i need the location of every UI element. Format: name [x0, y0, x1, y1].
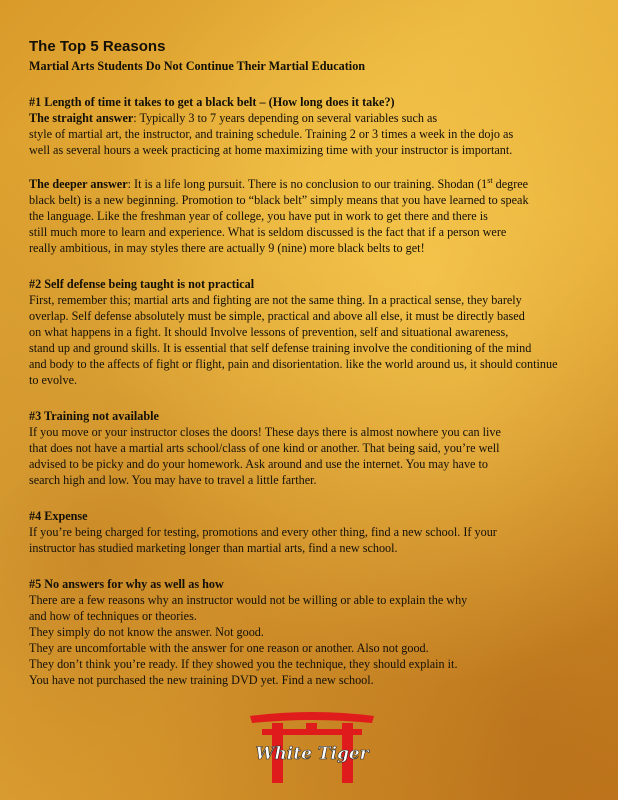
reason-5-line: There are a few reasons why an instructor would not be willing or able to explain the why	[29, 593, 468, 607]
reason-1-deeper-line-3: the language. Like the freshman year of college, you have put in work to get there and there is	[29, 209, 488, 223]
white-tiger-logo	[248, 712, 376, 790]
reason-3-line: that does not have a martial arts school/class of one kind or another. That being said, you’re well	[29, 441, 500, 455]
reason-1-deeper-line-2: black belt) is a new beginning. Promotion to “black belt” simply means that you have learned to speak	[29, 193, 529, 207]
reason-4-line: If you’re being charged for testing, promotions and every other thing, find a new school. If your	[29, 525, 497, 539]
reason-2-line: First, remember this; martial arts and fighting are not the same thing. In a practical sense, they barely	[29, 293, 522, 307]
reason-4-line: instructor has studied marketing longer than martial arts, find a new school.	[29, 541, 398, 555]
reason-2-line: and body to the affects of fight or flight, pain and disorientation. like the world around us, it should continue	[29, 357, 558, 371]
reason-5-line: They don’t think you’re ready. If they showed you the technique, they should explain it.	[29, 657, 458, 671]
straight-answer-label: The straight answer	[29, 111, 134, 125]
reason-3-line: search high and low. You may have to travel a little farther.	[29, 473, 317, 487]
reason-3-line: advised to be picky and do your homework. Ask around and use the internet. You may have to	[29, 457, 488, 471]
reason-4-heading: #4 Expense	[29, 509, 88, 523]
deeper-answer-text-a: : It is a life long pursuit. There is no conclusion to our training. Shodan (1	[127, 177, 488, 191]
reason-1-straight-line-2: style of martial art, the instructor, and training schedule. Training 2 or 3 times a week in the dojo as	[29, 127, 514, 141]
deeper-answer-label: The deeper answer	[29, 177, 128, 191]
reason-1-deeper-line-4: still much more to learn and experience. What is seldom discussed is the fact that if a person were	[29, 225, 507, 239]
reason-1-straight-line-3: well as several hours a week practicing at home maximizing time with your instructor is important.	[29, 143, 513, 157]
reason-2-heading: #2 Self defense being taught is not practical	[29, 277, 255, 291]
reason-2-line: to evolve.	[29, 373, 78, 387]
reason-2-line: stand up and ground skills. It is essential that self defense training involve the conditioning of the mind	[29, 341, 532, 355]
reason-2-line: overlap. Self defense absolutely must be simple, practical and above all else, it must be directly based	[29, 309, 525, 323]
reason-3-heading: #3 Training not available	[29, 409, 159, 423]
straight-answer-text: : Typically 3 to 7 years depending on several variables such as	[133, 111, 438, 125]
deeper-answer-sup: st	[487, 175, 493, 185]
reason-1-straight-line-1	[29, 110, 437, 126]
reason-5-line: You have not purchased the new training DVD yet. Find a new school.	[29, 673, 374, 687]
reason-5-line: and how of techniques or theories.	[29, 609, 197, 623]
page-subtitle: Martial Arts Students Do Not Continue Their Martial Education	[29, 59, 366, 73]
page-title: The Top 5 Reasons	[29, 38, 166, 55]
reason-5-line: They are uncomfortable with the answer for one reason or another. Also not good.	[29, 641, 429, 655]
logo-text: White Tiger	[255, 744, 369, 764]
deeper-answer-text-b: degree	[492, 177, 529, 191]
reason-1-deeper-line-1	[29, 176, 528, 192]
reason-5-line: They simply do not know the answer. Not good.	[29, 625, 264, 639]
reason-3-line: If you move or your instructor closes the doors! These days there is almost nowhere you can live	[29, 425, 501, 439]
reason-1-deeper-line-5: really ambitious, in may styles there are actually 9 (nine) more black belts to get!	[29, 241, 425, 255]
reason-2-line: on what happens in a fight. It should Involve lessons of prevention, self and situational awareness,	[29, 325, 509, 339]
reason-5-heading: #5 No answers for why as well as how	[29, 577, 224, 591]
reason-1-heading: #1 Length of time it takes to get a black belt – (How long does it take?)	[29, 95, 395, 109]
